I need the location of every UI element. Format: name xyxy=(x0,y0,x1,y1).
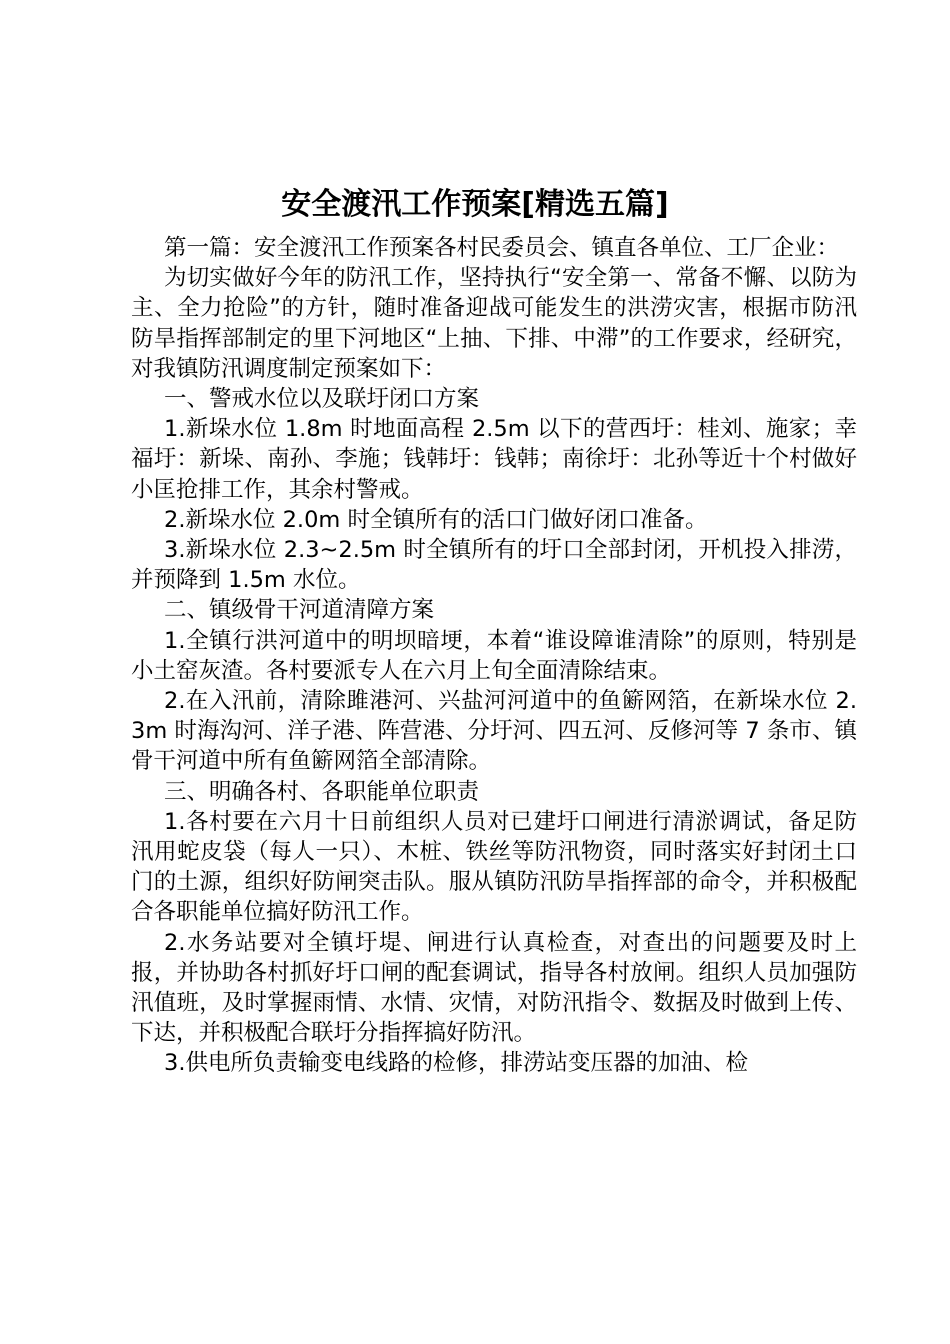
document-title: 安全渡汛工作预案[精选五篇] xyxy=(281,187,669,222)
section-heading: 三、明确各村、各职能单位职责 xyxy=(164,778,480,805)
paragraph: 3.新垛水位 2.3~2.5m 时全镇所有的圩口全部封闭，开机投入排涝，并预降到 1.5m 水位。 xyxy=(131,537,857,594)
paragraph: 2.在入汛前，清除雎港河、兴盐河河道中的鱼簖网箔，在新垛水位 2.3m 时海沟河、洋子港、阵营港、分圩河、四五河、反修河等 7 条市、镇骨干河道中所有鱼簖网箔全部清除。 xyxy=(131,688,857,775)
section-heading: 二、镇级骨干河道清障方案 xyxy=(164,597,435,624)
document-body xyxy=(131,233,857,1079)
paragraph: 2.水务站要对全镇圩堤、闸进行认真检查，对查出的问题要及时上报，并协助各村抓好圩口闸的配套调试，指导各村放闸。组织人员加强防汛值班，及时掌握雨情、水情、灾情，对防汛指令、数据及时做到上传、下达，并积极配合联圩分指挥搞好防汛。 xyxy=(131,929,857,1047)
paragraph: 1.各村要在六月十日前组织人员对已建圩口闸进行清淤调试，备足防汛用蛇皮袋（每人一只）、木桩、铁丝等防汛物资，同时落实好封闭土口门的土源，组织好防闸突击队。服从镇防汛防旱指挥部的命令，并积极配合各职能单位搞好防汛工作。 xyxy=(131,808,857,926)
paragraph: 1.全镇行洪河道中的明坝暗埂，本着“谁设障谁清除”的原则，特别是小土窑灰渣。各村要派专人在六月上旬全面清除结束。 xyxy=(131,627,857,684)
paragraph: 3.供电所负责输变电线路的检修，排涝站变压器的加油、检 xyxy=(164,1050,748,1077)
paragraph: 为切实做好今年的防汛工作，坚持执行“安全第一、常备不懈、以防为主、全力抢险”的方针，随时准备迎战可能发生的洪涝灾害，根据市防汛防旱指挥部制定的里下河地区“上抽、下排、中滞”的工作要求，经研究，对我镇防汛调度制定预案如下： xyxy=(131,265,857,382)
section-heading: 一、警戒水位以及联圩闭口方案 xyxy=(164,386,480,413)
paragraph: 1.新垛水位 1.8m 时地面高程 2.5m 以下的营西圩：桂刘、施家；幸福圩：新垛、南孙、李施；钱韩圩：钱韩；南徐圩：北孙等近十个村做好小匡抢排工作，其余村警戒。 xyxy=(131,416,857,503)
paragraph: 第一篇：安全渡汛工作预案各村民委员会、镇直各单位、工厂企业： xyxy=(164,235,840,261)
paragraph: 2.新垛水位 2.0m 时全镇所有的活口门做好闭口准备。 xyxy=(164,506,708,533)
